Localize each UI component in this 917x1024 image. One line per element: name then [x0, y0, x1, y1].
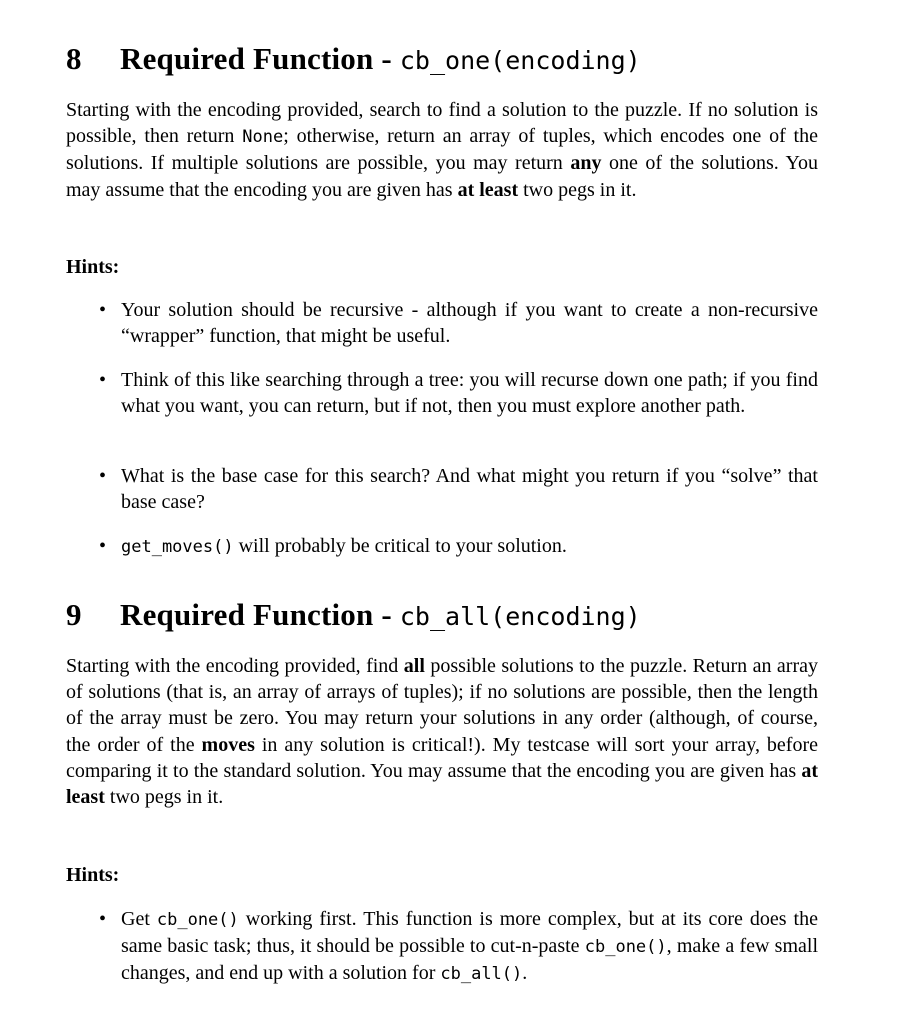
hint-text: Your solution should be recursive - although if you want to create a non-recursive “wrapper” function, that might be useful. [121, 299, 818, 348]
bullet-icon: • [99, 299, 107, 321]
hint-text: will probably be critical to your solution. [233, 535, 567, 557]
section-8-signature: cb_one(encoding) [399, 46, 641, 75]
section-8-paragraph [66, 97, 818, 203]
section-9-text: possible solutions to the puzzle. Return an array of solutions (that is, an array of arrays of tuples); if no solutions are possible, then the length of the array must be zero. You may return your solutions in any order (although, of course, the order of the [66, 655, 818, 756]
section-8-text: two pegs in it. [518, 178, 637, 201]
section-9-heading [66, 599, 641, 630]
section-8-text: ; otherwise, return an array of tuples, which encodes one of the solutions. If multiple solutions are possible, you may return [66, 125, 818, 175]
section-8-title: Required Function - [120, 41, 392, 76]
section-9-text: two pegs in it. [104, 786, 224, 809]
get-moves-code: get_moves() [121, 537, 234, 557]
any-emphasis: any [570, 152, 602, 175]
hint-item [99, 297, 818, 349]
section-8-number: 8 [66, 41, 82, 76]
moves-emphasis: moves [201, 733, 255, 756]
hint-text: , make a few small changes, and end up with a solution for [121, 935, 819, 985]
section-9-title: Required Function - [120, 597, 392, 632]
at-least-emphasis: at least [457, 178, 519, 201]
cb-one-code: cb_one() [156, 910, 239, 930]
hint-text: working first. This function is more complex, but at its core does the same basic task; thus, it should be possible to cut-n-paste [121, 908, 818, 958]
hint-item [99, 463, 818, 515]
section-9-number: 9 [66, 597, 82, 632]
section-9-hints-label: Hints: [66, 864, 120, 886]
hint-item [99, 533, 818, 560]
cb-all-code: cb_all() [440, 964, 523, 985]
section-8-text: one of the solutions. You may assume that the encoding you are given has [66, 152, 818, 201]
hint-item [99, 367, 818, 419]
none-code: None [242, 127, 284, 148]
hint-text: What is the base case for this search? And what might you return if you “solve” that base case? [121, 465, 818, 514]
hint-text: Get [121, 908, 157, 930]
bullet-icon: • [99, 465, 107, 487]
hint-text: Think of this like searching through a tree: you will recurse down one path; if you find what you want, you can return, but if not, then you must explore another path. [121, 369, 818, 418]
section-9-text: Starting with the encoding provided, find [66, 655, 404, 677]
hint-text: . [522, 962, 528, 985]
section-8-hints-label: Hints: [66, 256, 120, 278]
section-8-text: Starting with the encoding provided, search to find a solution to the puzzle. If no solution is possible, then return [66, 99, 818, 148]
section-8-heading [66, 43, 641, 74]
at-least-emphasis: at least [66, 759, 818, 809]
bullet-icon: • [99, 535, 107, 557]
bullet-icon: • [99, 369, 107, 391]
bullet-icon: • [99, 908, 107, 930]
section-9-text: in any solution is critical!). My testcase will sort your array, before comparing it to the standard solution. You may assume that the encoding you are given has [66, 733, 818, 782]
all-emphasis: all [403, 655, 425, 677]
hint-item [99, 906, 819, 988]
cb-one-code: cb_one() [584, 937, 667, 958]
section-9-signature: cb_all(encoding) [399, 602, 641, 631]
section-9-paragraph [66, 653, 818, 810]
